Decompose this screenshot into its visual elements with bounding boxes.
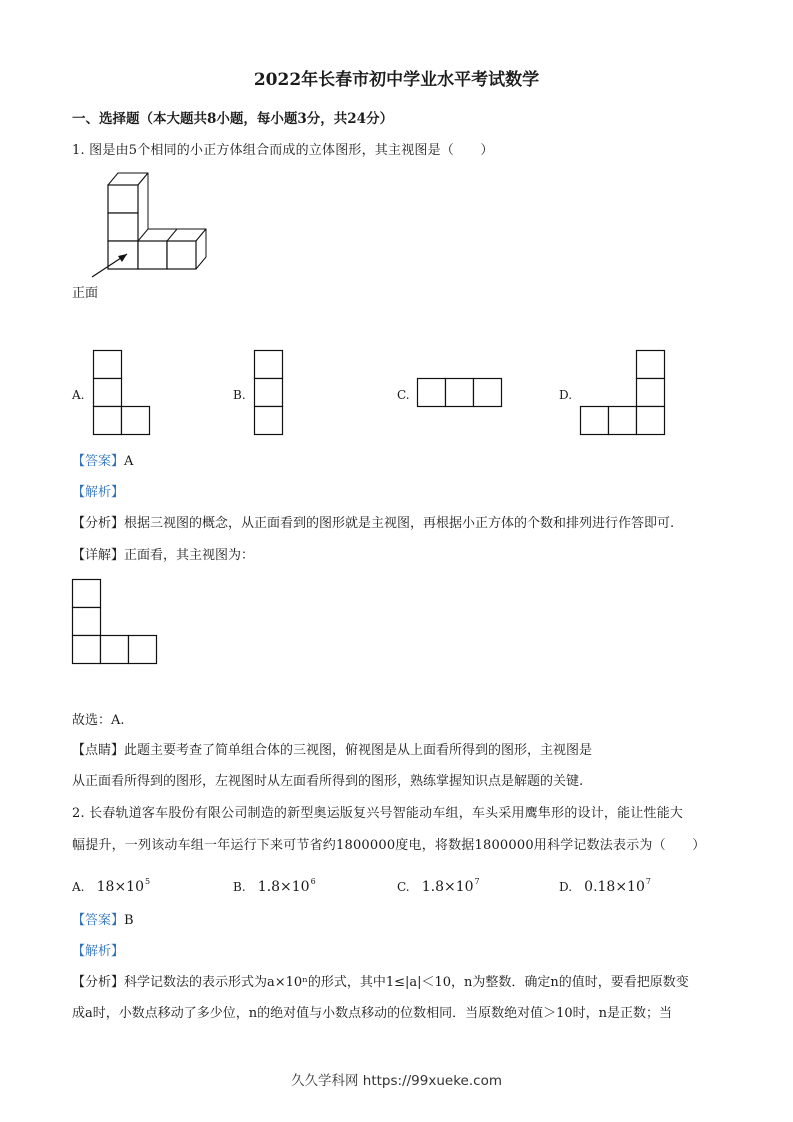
question-2-line-1: 2. 长春轨道客车股份有限公司制造的新型奥运版复兴号智能动车组，车头采用鹰隼形的设计，能让性能大 [72,806,684,821]
q2-fenxi-1: 科学记数法的表示形式为a×10ⁿ的形式，其中1≤|a|＜10，n为整数．确定n的值时，要看把原数变 [124,975,689,990]
xiangjie-tag: 【详解】 [72,548,125,563]
option-letter: A. [72,880,85,894]
option-c-figure [417,378,505,408]
answer-tag: 【答案】 [72,454,125,469]
option-d-label: D. [559,388,573,402]
q1-dianjing-1: 此题主要考查了简单组合体的三视图，俯视图是从上面看所得到的图形，主视图是 [124,743,593,758]
option-letter: C. [397,880,410,894]
q2-analysis-tag: 【解析】 [72,944,125,959]
footer-watermark: 久久学科网 https://99xueke.com [291,1073,502,1089]
q1-answer-line [72,454,133,470]
q1-dianjing-line [72,743,592,759]
q1-choose: 故选：A. [72,713,125,728]
question-1-stem: 1. 图是由5个相同的小正方体组合而成的立体图形，其主视图是（ ） [72,143,494,158]
fenxi-tag: 【分析】 [72,975,125,990]
option-value: $1.8\times 10^7$ [421,877,480,895]
q1-xiangjie-line [72,548,254,564]
fenxi-tag: 【分析】 [72,516,125,531]
q2-option-a [72,874,150,896]
option-b-figure [254,350,286,436]
option-b-label: B. [233,388,246,402]
q2-option-c [397,874,480,896]
cube-stack-figure [80,170,220,280]
q2-answer: B [124,913,134,928]
q1-dianjing-2: 从正面看所得到的图形，左视图时从左面看所得到的图形，熟练掌握知识点是解题的关键. [72,774,584,789]
option-value: $18\times 10^5$ [96,877,151,895]
option-letter: D. [559,880,573,894]
section-heading: 一、选择题（本大题共8小题，每小题3分，共24分） [72,111,394,127]
answer-tag: 【答案】 [72,913,125,928]
q1-analysis-tag: 【解析】 [72,485,125,500]
q1-fenxi-line [72,516,674,532]
q2-fenxi-line [72,975,689,991]
option-value: $0.18\times 10^7$ [584,877,651,895]
option-value: $1.8\times 10^6$ [257,877,316,895]
q1-answer: A [124,454,134,469]
option-c-label: C. [397,388,410,402]
q1-fenxi: 根据三视图的概念，从正面看到的图形就是主视图，再根据小正方体的个数和排列进行作答即可. [124,516,675,531]
option-letter: B. [233,880,246,894]
dianjing-tag: 【点睛】 [72,743,125,758]
option-d-figure [580,350,668,436]
solution-figure [72,579,160,665]
q2-fenxi-2: 成a时，小数点移动了多少位，n的绝对值与小数点移动的位数相同．当原数绝对值＞10时，n是正数；当 [72,1006,673,1021]
option-a-label: A. [72,388,85,402]
q1-xiangjie: 正面看，其主视图为： [124,548,255,563]
option-a-figure [93,350,153,436]
page-title: 2022年长春市初中学业水平考试数学 [253,70,540,90]
front-label: 正面 [72,286,99,301]
q2-option-b [233,874,316,896]
question-2-line-2: 幅提升，一列该动车组一年运行下来可节省约1800000度电，将数据1800000用科学记数法表示为（ ） [72,838,706,853]
q2-option-d [559,874,651,896]
q2-answer-line [72,913,134,929]
